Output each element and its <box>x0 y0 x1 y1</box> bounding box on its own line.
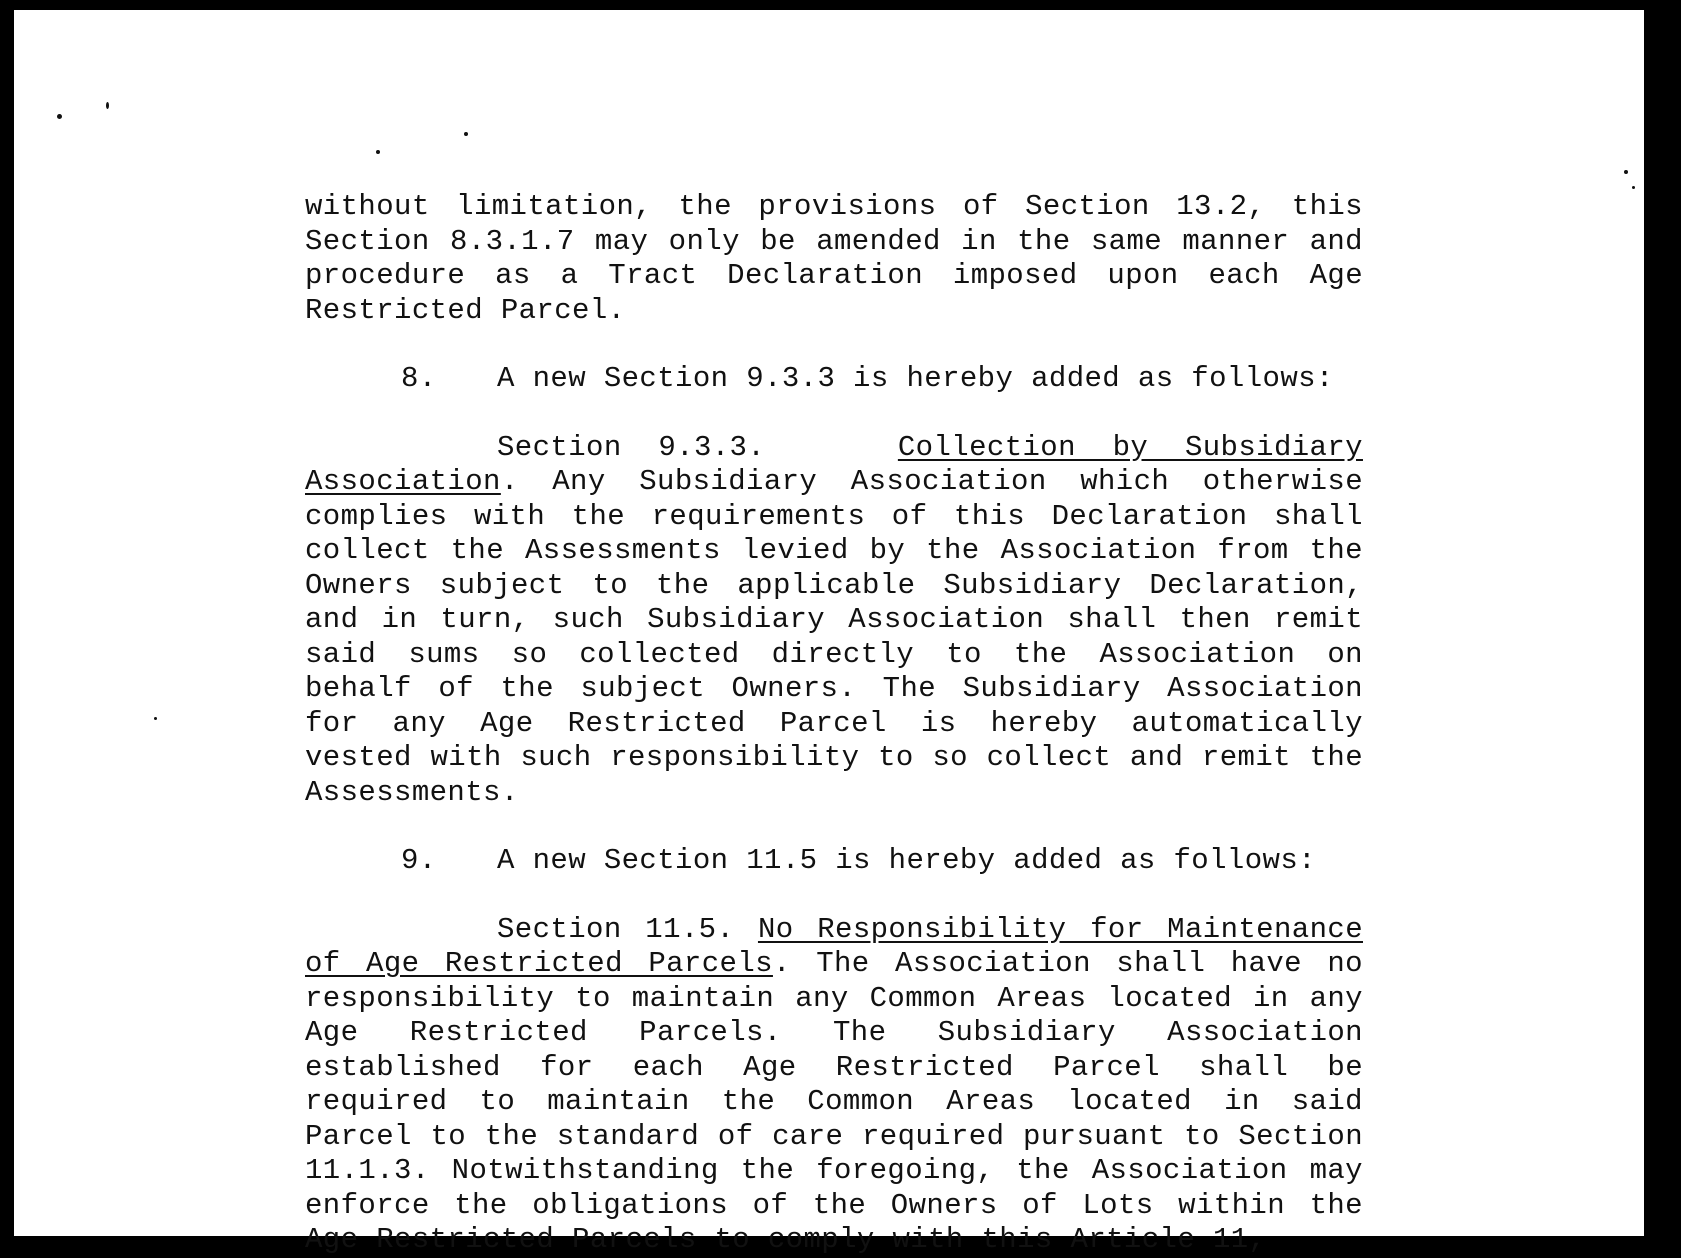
item-9-number: 9. <box>401 844 437 877</box>
paragraph-gap <box>305 328 1363 362</box>
section-9-3-3-number: Section 9.3.3. <box>497 430 766 464</box>
section-11-5-number: Section 11.5. <box>497 912 735 946</box>
scan-speck <box>106 102 109 109</box>
document-body <box>305 190 1363 1258</box>
paragraph-gap <box>305 397 1363 431</box>
section-11-5-paragraph <box>305 913 1363 1258</box>
item-9-line <box>305 844 1363 879</box>
section-9-3-3-paragraph <box>305 431 1363 811</box>
paragraph-gap <box>305 879 1363 913</box>
scan-speck <box>57 114 62 119</box>
section-9-3-3-title: Collection by Subsidiary Association <box>305 430 1363 498</box>
scan-speck <box>1624 170 1628 174</box>
document-page <box>14 10 1644 1256</box>
scan-speck <box>154 717 157 720</box>
scan-speck <box>376 150 380 154</box>
section-11-5-title: No Responsibility for Maintenance of Age Restricted Parcels <box>305 912 1363 980</box>
intro-paragraph: without limitation, the provisions of Section 13.2, this Section 8.3.1.7 may only be amended in the same manner and procedure as a Tract Declaration imposed upon each Age Restricted Parcel. <box>305 190 1363 327</box>
scan-edge-mark <box>0 1142 12 1146</box>
section-11-5-body: The Association shall have no responsibility to maintain any Common Areas located in any Age Restricted Parcels. The Subsidiary Association established for each Age Restricted Parcel shall be required to maintain the Common Areas located in said Parcel to the standard of care required pursuant to Section 11.1.3. Notwithstanding the foregoing, the Association may enforce the obligations of the Owners of Lots within the Age Restricted Parcels to comply with this Article 11, <box>305 947 1363 1256</box>
scan-speck <box>464 132 468 136</box>
item-8-text: A new Section 9.3.3 is hereby added as follows: <box>497 362 1334 395</box>
item-9-text: A new Section 11.5 is hereby added as follows: <box>497 844 1316 877</box>
section-11-5-title-end: . <box>772 947 791 980</box>
scan-edge-mark <box>0 1060 8 1074</box>
item-8-line <box>305 362 1363 397</box>
paragraph-gap <box>305 810 1363 844</box>
section-9-3-3-body: Any Subsidiary Association which otherwise complies with the requirements of this Declaration shall collect the Assessments levied by the Association from the Owners subject to the applicable Subsidiary Declaration, and in turn, such Subsidiary Association shall then remit said sums so collected directly to the Association on behalf of the subject Owners. The Subsidiary Association for any Age Restricted Parcel is hereby automatically vested with such responsibility to so collect and remit the Assessments. <box>305 465 1364 809</box>
item-8-number: 8. <box>401 362 437 395</box>
scan-speck <box>1632 186 1635 189</box>
section-9-3-3-title-end: . <box>500 465 519 498</box>
